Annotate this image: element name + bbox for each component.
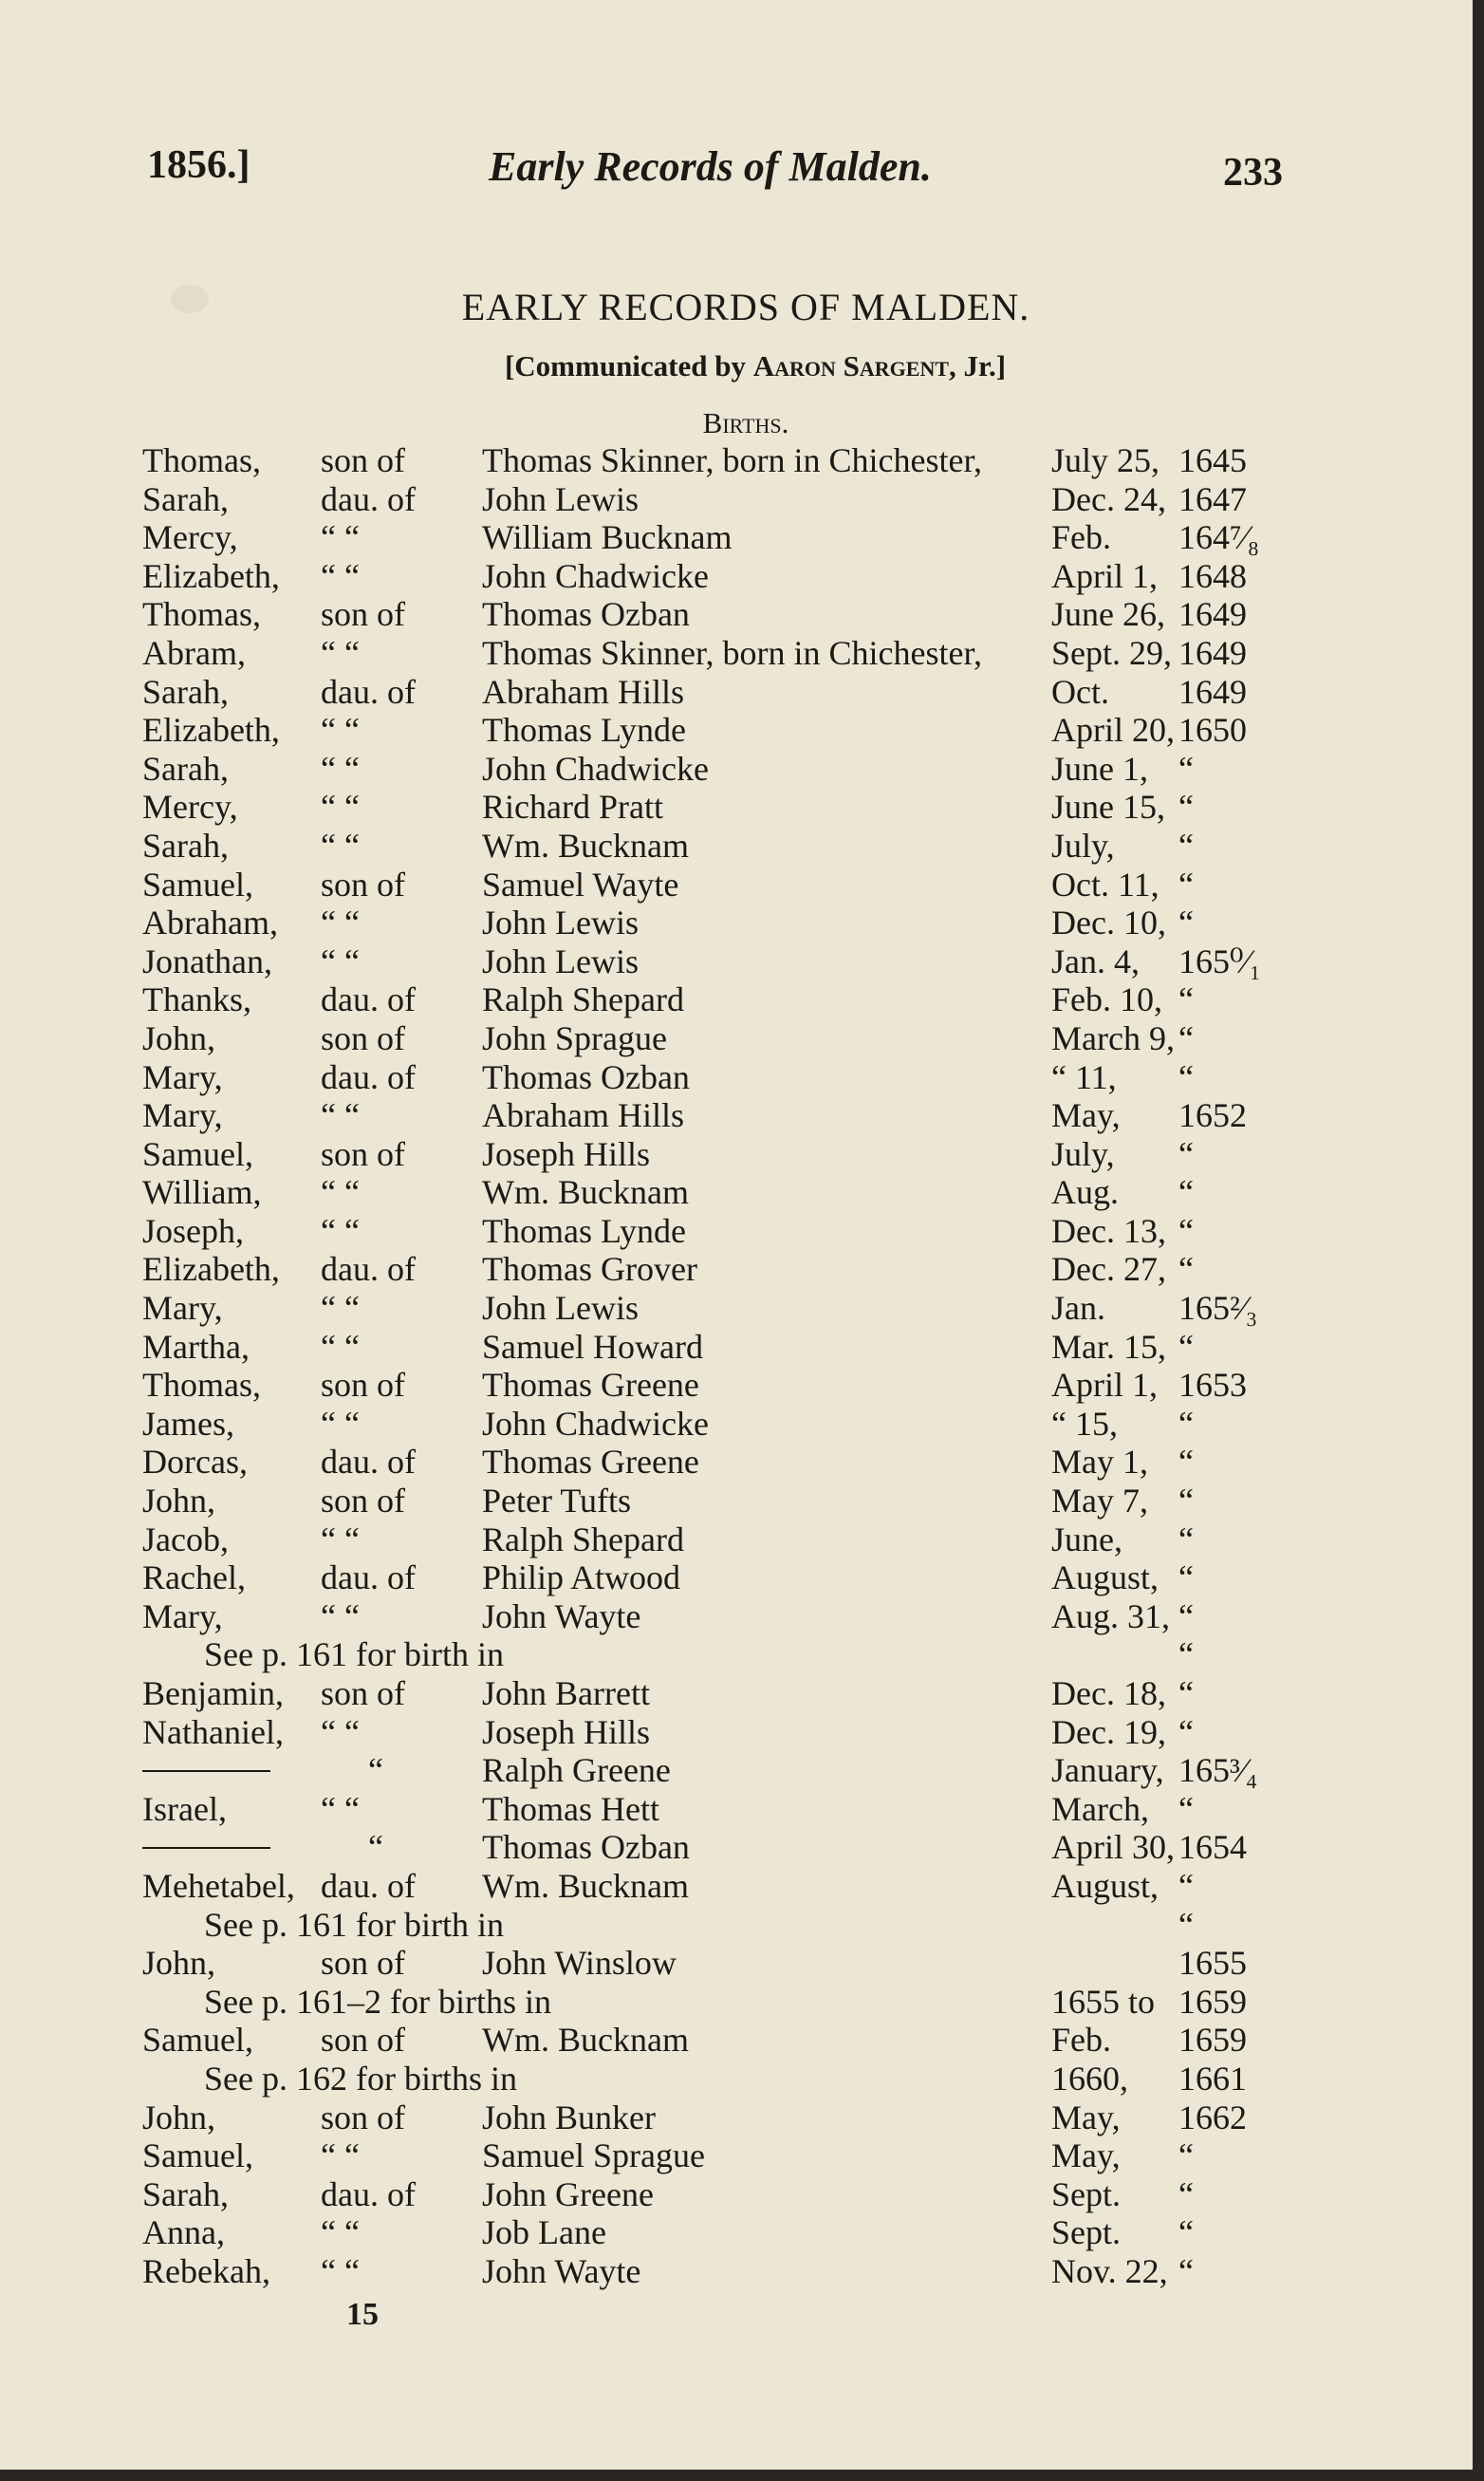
birth-record-row <box>123 1405 1309 1444</box>
birth-date: August, <box>1051 1866 1159 1905</box>
relation: “ “ <box>321 904 360 942</box>
child-name: Rachel, <box>142 1558 246 1597</box>
child-name: Samuel, <box>142 1134 253 1173</box>
relation: dau. of <box>321 980 416 1019</box>
child-name: Israel, <box>142 1789 227 1828</box>
birth-record-row <box>123 1096 1309 1135</box>
relation: son of <box>321 595 405 634</box>
parent-name: John Lewis <box>482 479 639 518</box>
birth-record-row <box>123 2099 1309 2137</box>
relation: “ <box>368 1751 383 1790</box>
birth-year: 1662 <box>1178 2098 1247 2136</box>
child-name: John, <box>142 1944 216 1983</box>
birth-record-row <box>123 518 1309 557</box>
parent-name: Philip Atwood <box>482 1558 681 1597</box>
birth-year: 1655 <box>1178 1944 1247 1983</box>
parent-name: Joseph Hills <box>482 1134 651 1173</box>
birth-year: 1648 <box>1178 556 1247 595</box>
birth-date: April 1, <box>1051 1366 1158 1405</box>
parent-name: John Chadwicke <box>482 556 709 595</box>
birth-record-row <box>123 1520 1309 1559</box>
birth-record-row <box>123 557 1309 596</box>
birth-record-row <box>123 1713 1309 1752</box>
child-name: John, <box>142 1482 216 1520</box>
birth-date: “ 11, <box>1051 1057 1117 1096</box>
child-name: William, <box>142 1173 262 1212</box>
relation: “ “ <box>321 1520 360 1558</box>
parent-name: Thomas Lynde <box>482 711 686 750</box>
parent-name: John Chadwicke <box>482 749 709 788</box>
parent-name: Thomas Skinner, born in Chichester, <box>482 633 983 672</box>
child-name: Sarah, <box>142 826 229 865</box>
running-head-date: 1856.] <box>147 143 250 187</box>
birth-records-list <box>123 441 1309 2291</box>
birth-year: “ <box>1178 904 1194 942</box>
birth-year: “ <box>1178 1712 1194 1751</box>
birth-year: 1650 <box>1178 711 1247 750</box>
parent-name: Thomas Greene <box>482 1443 699 1482</box>
birth-year: “ <box>1178 1018 1194 1057</box>
relation: “ “ <box>321 556 360 595</box>
birth-year: 1649 <box>1178 633 1247 672</box>
parent-name: John Bunker <box>482 2098 656 2136</box>
child-name: Thanks, <box>142 980 251 1019</box>
birth-date: Dec. 10, <box>1051 904 1166 942</box>
child-name: Thomas, <box>142 441 261 479</box>
relation: “ “ <box>321 633 360 672</box>
birth-year: 1659 <box>1178 1982 1247 2021</box>
birth-date: June 26, <box>1051 595 1165 634</box>
birth-year: “ <box>1178 2251 1194 2290</box>
birth-record-row <box>123 750 1309 789</box>
birth-date: Sept. <box>1051 2213 1122 2252</box>
child-name: Abraham, <box>142 904 278 942</box>
birth-record-row <box>123 2213 1309 2252</box>
birth-year: “ <box>1178 1596 1194 1635</box>
child-name: John, <box>142 2098 216 2136</box>
byline-author: Aaron Sargent <box>752 349 950 382</box>
parent-name: Thomas Hett <box>482 1789 659 1828</box>
blank-name-rule <box>142 1770 270 1772</box>
birth-record-row <box>123 1135 1309 1174</box>
parent-name: Wm. Bucknam <box>482 1866 689 1905</box>
birth-year: “ <box>1178 1482 1194 1520</box>
parent-name: Thomas Grover <box>482 1250 697 1289</box>
relation: dau. of <box>321 1057 416 1096</box>
birth-year: “ <box>1178 1520 1194 1558</box>
birth-year: 165⁰⁄₁ <box>1178 942 1261 980</box>
byline-prefix: [Communicated by <box>504 349 753 382</box>
child-name: Mary, <box>142 1289 223 1328</box>
relation: “ “ <box>321 711 360 750</box>
parent-name: Samuel Sprague <box>482 2136 705 2175</box>
child-name: Dorcas, <box>142 1443 248 1482</box>
birth-date: January, <box>1051 1751 1164 1790</box>
parent-name: Abraham Hills <box>482 672 684 711</box>
birth-date: Jan. <box>1051 1289 1105 1328</box>
parent-name: John Wayte <box>482 2251 641 2290</box>
birth-record-row <box>123 942 1309 981</box>
child-name: Thomas, <box>142 595 261 634</box>
birth-record-row <box>123 1328 1309 1367</box>
birth-date: Feb. <box>1051 518 1111 557</box>
parent-name: Ralph Greene <box>482 1751 671 1790</box>
child-name: James, <box>142 1404 234 1443</box>
birth-year: “ <box>1178 980 1194 1019</box>
birth-date: April 1, <box>1051 556 1158 595</box>
birth-year: “ <box>1178 1866 1194 1905</box>
birth-date: Jan. 4, <box>1051 942 1140 980</box>
parent-name: Thomas Ozban <box>482 1057 690 1096</box>
birth-record-row <box>123 480 1309 519</box>
relation: son of <box>321 1482 405 1520</box>
relation: son of <box>321 1674 405 1712</box>
parent-name: Thomas Ozban <box>482 595 690 634</box>
birth-year: “ <box>1178 1674 1194 1712</box>
birth-year: “ <box>1178 1635 1194 1674</box>
parent-name: Thomas Ozban <box>482 1828 690 1867</box>
birth-record-row <box>123 673 1309 712</box>
birth-record-row <box>123 1019 1309 1058</box>
birth-date: Oct. 11, <box>1051 865 1159 904</box>
parent-name: John Sprague <box>482 1018 667 1057</box>
birth-record-row <box>123 788 1309 827</box>
birth-date: April 30, <box>1051 1828 1175 1867</box>
birth-year: 1645 <box>1178 441 1247 479</box>
birth-record-row <box>123 1674 1309 1713</box>
birth-date: Dec. 27, <box>1051 1250 1166 1289</box>
birth-year: “ <box>1178 1327 1194 1366</box>
parent-name: John Barrett <box>482 1674 650 1712</box>
cross-reference-row <box>123 1906 1309 1945</box>
signature-mark: 15 <box>346 2297 379 2332</box>
relation: dau. of <box>321 1558 416 1597</box>
birth-date: Feb. <box>1051 2021 1111 2060</box>
parent-name: Wm. Bucknam <box>482 2021 689 2060</box>
child-name: Mary, <box>142 1057 223 1096</box>
relation: “ “ <box>321 2251 360 2290</box>
child-name: Sarah, <box>142 672 229 711</box>
birth-date: June 1, <box>1051 749 1148 788</box>
parent-name: John Chadwicke <box>482 1404 709 1443</box>
running-head <box>147 142 1283 209</box>
birth-date: April 20, <box>1051 711 1175 750</box>
child-name: Mercy, <box>142 518 238 557</box>
birth-record-row <box>123 1250 1309 1289</box>
birth-date: Aug. 31, <box>1051 1596 1170 1635</box>
birth-year: 165³⁄₄ <box>1178 1751 1258 1790</box>
birth-record-row <box>123 1558 1309 1597</box>
birth-record-row <box>123 2021 1309 2060</box>
parent-name: John Lewis <box>482 1289 639 1328</box>
child-name: Martha, <box>142 1327 250 1366</box>
birth-record-row <box>123 595 1309 634</box>
birth-year: 1653 <box>1178 1366 1247 1405</box>
birth-year: “ <box>1178 865 1194 904</box>
parent-name: Thomas Skinner, born in Chichester, <box>482 441 983 479</box>
relation: dau. of <box>321 2174 416 2213</box>
relation: son of <box>321 1944 405 1983</box>
parent-name: Samuel Howard <box>482 1327 703 1366</box>
parent-name: Peter Tufts <box>482 1482 632 1520</box>
child-name: Sarah, <box>142 2174 229 2213</box>
birth-year: 1647 <box>1178 479 1247 518</box>
byline-suffix: , Jr.] <box>949 349 1007 382</box>
relation: “ “ <box>321 2136 360 2175</box>
relation: “ “ <box>321 1211 360 1250</box>
cross-reference-note: See p. 162 for births in <box>204 2059 517 2098</box>
birth-record-row <box>123 1751 1309 1790</box>
birth-date: Oct. <box>1051 672 1109 711</box>
birth-date: Sept. 29, <box>1051 633 1173 672</box>
birth-year: “ <box>1178 788 1194 827</box>
relation: “ “ <box>321 1289 360 1328</box>
cross-reference-note: See p. 161 for birth in <box>204 1905 504 1944</box>
child-name: Elizabeth, <box>142 711 280 750</box>
page-number: 233 <box>1223 151 1283 195</box>
birth-year: “ <box>1178 1404 1194 1443</box>
birth-year: 1661 <box>1178 2059 1247 2098</box>
birth-year: 1654 <box>1178 1828 1247 1867</box>
cross-reference-note: See p. 161 for birth in <box>204 1635 504 1674</box>
birth-record-row <box>123 1173 1309 1212</box>
cross-reference-row <box>123 2060 1309 2099</box>
birth-date: June, <box>1051 1520 1122 1558</box>
birth-record-row <box>123 1828 1309 1867</box>
child-name: Abram, <box>142 633 246 672</box>
birth-year: 165²⁄₃ <box>1178 1289 1258 1328</box>
birth-year: “ <box>1178 1905 1194 1944</box>
child-name: Elizabeth, <box>142 1250 280 1289</box>
relation: “ “ <box>321 942 360 980</box>
relation: “ “ <box>321 1096 360 1135</box>
parent-name: William Bucknam <box>482 518 733 557</box>
relation: “ “ <box>321 518 360 557</box>
relation: “ “ <box>321 1712 360 1751</box>
birth-year: “ <box>1178 1134 1194 1173</box>
birth-date: May 7, <box>1051 1482 1148 1520</box>
birth-date: June 15, <box>1051 788 1165 827</box>
birth-record-row <box>123 827 1309 866</box>
relation: dau. of <box>321 479 416 518</box>
birth-record-row <box>123 1443 1309 1482</box>
relation: son of <box>321 1018 405 1057</box>
birth-record-row <box>123 1790 1309 1829</box>
relation: son of <box>321 865 405 904</box>
cross-reference-note: See p. 161–2 for births in <box>204 1982 551 2021</box>
child-name: Mary, <box>142 1596 223 1635</box>
birth-year: “ <box>1178 1443 1194 1482</box>
birth-year: “ <box>1178 1211 1194 1250</box>
birth-year: 1659 <box>1178 2021 1247 2060</box>
birth-year: “ <box>1178 749 1194 788</box>
parent-name: Thomas Greene <box>482 1366 699 1405</box>
relation: son of <box>321 441 405 479</box>
birth-date: May, <box>1051 2136 1121 2175</box>
child-name: Elizabeth, <box>142 556 280 595</box>
birth-year: “ <box>1178 1173 1194 1212</box>
child-name: Jonathan, <box>142 942 272 980</box>
parent-name: John Winslow <box>482 1944 677 1983</box>
birth-date: Feb. 10, <box>1051 980 1162 1019</box>
relation: son of <box>321 2021 405 2060</box>
birth-year: “ <box>1178 1789 1194 1828</box>
child-name: Benjamin, <box>142 1674 284 1712</box>
child-name: John, <box>142 1018 216 1057</box>
birth-date: March, <box>1051 1789 1149 1828</box>
relation: dau. of <box>321 672 416 711</box>
child-name: Sarah, <box>142 749 229 788</box>
birth-date: July 25, <box>1051 441 1160 479</box>
relation: dau. of <box>321 1250 416 1289</box>
running-head-title: Early Records of Malden. <box>489 143 932 190</box>
birth-date: “ 15, <box>1051 1404 1118 1443</box>
child-name: Samuel, <box>142 2136 253 2175</box>
parent-name: John Lewis <box>482 942 639 980</box>
relation: “ “ <box>321 788 360 827</box>
birth-date: Dec. 19, <box>1051 1712 1166 1751</box>
article-title: EARLY RECORDS OF MALDEN. <box>461 286 1030 328</box>
parent-name: Richard Pratt <box>482 788 663 827</box>
birth-year: “ <box>1178 1558 1194 1597</box>
birth-date: 1660, <box>1051 2059 1128 2098</box>
parent-name: Ralph Shepard <box>482 980 684 1019</box>
relation: son of <box>321 1366 405 1405</box>
relation: “ “ <box>321 1596 360 1635</box>
child-name: Samuel, <box>142 2021 253 2060</box>
child-name: Samuel, <box>142 865 253 904</box>
birth-record-row <box>123 1058 1309 1097</box>
birth-record-row <box>123 634 1309 673</box>
birth-year: 1649 <box>1178 672 1247 711</box>
birth-date: July, <box>1051 826 1115 865</box>
child-name: Rebekah, <box>142 2251 270 2290</box>
birth-date: Nov. 22, <box>1051 2251 1168 2290</box>
parent-name: Joseph Hills <box>482 1712 651 1751</box>
birth-date: May 1, <box>1051 1443 1148 1482</box>
birth-date: Dec. 24, <box>1051 479 1166 518</box>
child-name: Mehetabel, <box>142 1866 295 1905</box>
parent-name: Abraham Hills <box>482 1096 684 1135</box>
birth-record-row <box>123 1212 1309 1251</box>
birth-date: May, <box>1051 2098 1121 2136</box>
parent-name: John Wayte <box>482 1596 641 1635</box>
parent-name: Wm. Bucknam <box>482 826 689 865</box>
birth-record-row <box>123 711 1309 750</box>
birth-record-row <box>123 2136 1309 2175</box>
child-name: Mercy, <box>142 788 238 827</box>
birth-date: May, <box>1051 1096 1121 1135</box>
birth-date: March 9, <box>1051 1018 1175 1057</box>
birth-year: “ <box>1178 826 1194 865</box>
parent-name: John Lewis <box>482 904 639 942</box>
birth-year: 1649 <box>1178 595 1247 634</box>
relation: “ “ <box>321 1789 360 1828</box>
relation: “ “ <box>321 1327 360 1366</box>
relation: “ “ <box>321 749 360 788</box>
birth-record-row <box>123 1289 1309 1328</box>
parent-name: Samuel Wayte <box>482 865 679 904</box>
section-heading: Births. <box>702 406 789 439</box>
birth-year: 1652 <box>1178 1096 1247 1135</box>
birth-year: “ <box>1178 2174 1194 2213</box>
relation: “ “ <box>321 826 360 865</box>
relation: “ “ <box>321 1404 360 1443</box>
child-name: Sarah, <box>142 479 229 518</box>
birth-record-row <box>123 2175 1309 2214</box>
birth-year: “ <box>1178 2136 1194 2175</box>
relation: “ “ <box>321 2213 360 2252</box>
birth-record-row <box>123 1867 1309 1906</box>
child-name: Thomas, <box>142 1366 261 1405</box>
birth-date: 1655 to <box>1051 1982 1156 2021</box>
parent-name: Job Lane <box>482 2213 606 2252</box>
birth-record-row <box>123 904 1309 942</box>
birth-date: Dec. 13, <box>1051 1211 1166 1250</box>
birth-year: 164⁷⁄₈ <box>1178 518 1260 557</box>
relation: “ <box>368 1828 383 1867</box>
parent-name: Wm. Bucknam <box>482 1173 689 1212</box>
birth-record-row <box>123 441 1309 480</box>
birth-record-row <box>123 1366 1309 1405</box>
birth-year: “ <box>1178 2213 1194 2252</box>
parent-name: Ralph Shepard <box>482 1520 684 1558</box>
birth-record-row <box>123 1597 1309 1636</box>
birth-date: August, <box>1051 1558 1159 1597</box>
birth-date: Dec. 18, <box>1051 1674 1166 1712</box>
relation: son of <box>321 2098 405 2136</box>
birth-record-row <box>123 866 1309 905</box>
relation: dau. of <box>321 1866 416 1905</box>
cross-reference-row <box>123 1983 1309 2022</box>
birth-year: “ <box>1178 1250 1194 1289</box>
birth-date: Sept. <box>1051 2174 1122 2213</box>
article-byline <box>0 349 1473 383</box>
blank-name-rule <box>142 1847 270 1849</box>
child-name: Nathaniel, <box>142 1712 284 1751</box>
parent-name: John Greene <box>482 2174 654 2213</box>
relation: dau. of <box>321 1443 416 1482</box>
parent-name: Thomas Lynde <box>482 1211 686 1250</box>
birth-record-row <box>123 1944 1309 1983</box>
child-name: Joseph, <box>142 1211 244 1250</box>
birth-date: Mar. 15, <box>1051 1327 1166 1366</box>
birth-record-row <box>123 1482 1309 1520</box>
birth-date: Aug. <box>1051 1173 1119 1212</box>
birth-record-row <box>123 2252 1309 2291</box>
birth-year: “ <box>1178 1057 1194 1096</box>
birth-record-row <box>123 980 1309 1019</box>
child-name: Mary, <box>142 1096 223 1135</box>
relation: “ “ <box>321 1173 360 1212</box>
cross-reference-row <box>123 1635 1309 1674</box>
child-name: Anna, <box>142 2213 225 2252</box>
child-name: Jacob, <box>142 1520 229 1558</box>
relation: son of <box>321 1134 405 1173</box>
birth-date: July, <box>1051 1134 1115 1173</box>
